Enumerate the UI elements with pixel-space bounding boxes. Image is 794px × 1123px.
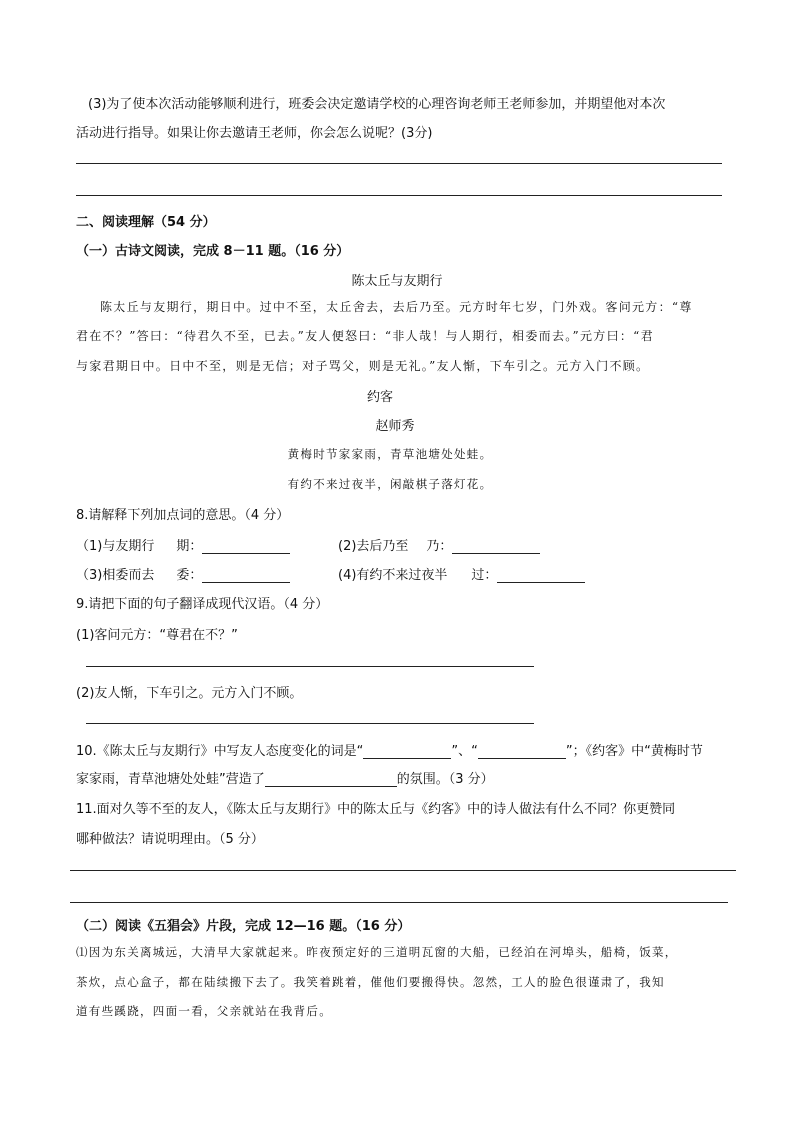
q9-sentence-1: (1)客问元方：“尊君在不？” <box>76 628 238 643</box>
q10-text: ”；《约客》中“黄梅时节 <box>565 744 703 759</box>
q8-item-3 <box>76 564 290 583</box>
answer-blank[interactable] <box>265 772 397 787</box>
q8-item-word: 过： <box>471 568 498 583</box>
q8-item-word: 委： <box>176 568 203 583</box>
answer-line-q11-2[interactable] <box>70 902 728 903</box>
prose-line: 陈太丘与友期行，期日中。过中不至，太丘舍去，去后乃至。元方时年七岁，门外戏。客问元方：“尊 <box>100 300 693 314</box>
q11-line1: 11.面对久等不至的友人，《陈太丘与友期行》中的陈太丘与《约客》中的诗人做法有什么不同？你更赞同 <box>76 802 676 817</box>
answer-line-q11-1[interactable] <box>70 870 736 871</box>
answer-blank[interactable] <box>497 568 585 583</box>
q8-item-phrase: (2)去后乃至 <box>338 539 409 554</box>
answer-blank[interactable] <box>478 744 566 759</box>
poem-line: 黄梅时节家家雨，青草池塘处处蛙。 <box>287 447 493 461</box>
q8-item-1 <box>76 535 290 554</box>
q8-item-word: 乃： <box>426 539 453 554</box>
q3-line1: (3)为了使本次活动能够顺利进行，班委会决定邀请学校的心理咨询老师王老师参加，并期望他对本次 <box>88 97 666 112</box>
q8-item-phrase: (4)有约不来过夜半 <box>338 568 448 583</box>
answer-blank[interactable] <box>452 539 540 554</box>
q10-text: 家家雨，青草池塘处处蛙”营造了 <box>76 772 265 787</box>
answer-blank[interactable] <box>202 568 290 583</box>
q11-line2: 哪种做法？请说明理由。（5 分） <box>76 832 264 847</box>
prose-line: 君在不？”答曰：“待君久不至，已去。”友人便怒曰：“非人哉！与人期行，相委而去。”元方曰：“君 <box>76 329 654 343</box>
answer-line-q3-1[interactable] <box>76 163 722 164</box>
part1-heading: （一）古诗文阅读，完成 8－11 题。（16 分） <box>76 244 350 259</box>
prose-title: 陈太丘与友期行 <box>351 274 443 289</box>
q8-item-word: 期： <box>176 539 203 554</box>
answer-blank[interactable] <box>202 539 290 554</box>
prose-line: 与家君期日中。日中不至，则是无信；对子骂父，则是无礼。”友人惭，下车引之。元方入门不顾。 <box>76 359 650 373</box>
q8-item-2 <box>338 535 540 554</box>
q9-sentence-2: (2)友人惭，下车引之。元方入门不顾。 <box>76 686 303 701</box>
q10-text: 的氛围。（3 分） <box>396 772 494 787</box>
passage-line: 道有些蹊跷，四面一看，父亲就站在我背后。 <box>76 1004 332 1018</box>
passage-line: 茶炊，点心盒子，都在陆续搬下去了。我笑着跳着，催他们要搬得快。忽然，工人的脸色很谨肃了，我知 <box>76 975 665 989</box>
q10-text: 10.《陈太丘与友期行》中写友人态度变化的词是“ <box>76 744 364 759</box>
part2-heading: （二）阅读《五猖会》片段，完成 12—16 题。（16 分） <box>76 919 411 934</box>
q10-line2 <box>76 768 494 787</box>
q8-item-phrase: （1)与友期行 <box>76 539 155 554</box>
poem-line: 有约不来过夜半，闲敲棋子落灯花。 <box>287 477 493 491</box>
answer-blank[interactable] <box>363 744 451 759</box>
poem-title: 约客 <box>366 390 393 405</box>
q9-stem: 9.请把下面的句子翻译成现代汉语。（4 分） <box>76 597 329 612</box>
section2-heading: 二、阅读理解（54 分） <box>76 215 216 230</box>
q3-line2: 活动进行指导。如果让你去邀请王老师，你会怎么说呢？(3分) <box>76 126 433 141</box>
poem-author: 赵师秀 <box>375 419 415 434</box>
answer-line-q9-2[interactable] <box>86 723 534 724</box>
passage-line: ⑴因为东关离城远，大清早大家就起来。昨夜预定好的三道明瓦窗的大船，已经泊在河埠头，船椅，饭菜， <box>76 945 678 959</box>
answer-line-q9-1[interactable] <box>86 666 534 667</box>
q10-text: ”、“ <box>451 744 478 759</box>
q10-line1 <box>76 740 703 759</box>
q8-item-phrase: （3)相委而去 <box>76 568 155 583</box>
q8-item-4 <box>338 564 585 583</box>
answer-line-q3-2[interactable] <box>76 195 722 196</box>
q8-stem: 8.请解释下列加点词的意思。（4 分） <box>76 508 290 523</box>
